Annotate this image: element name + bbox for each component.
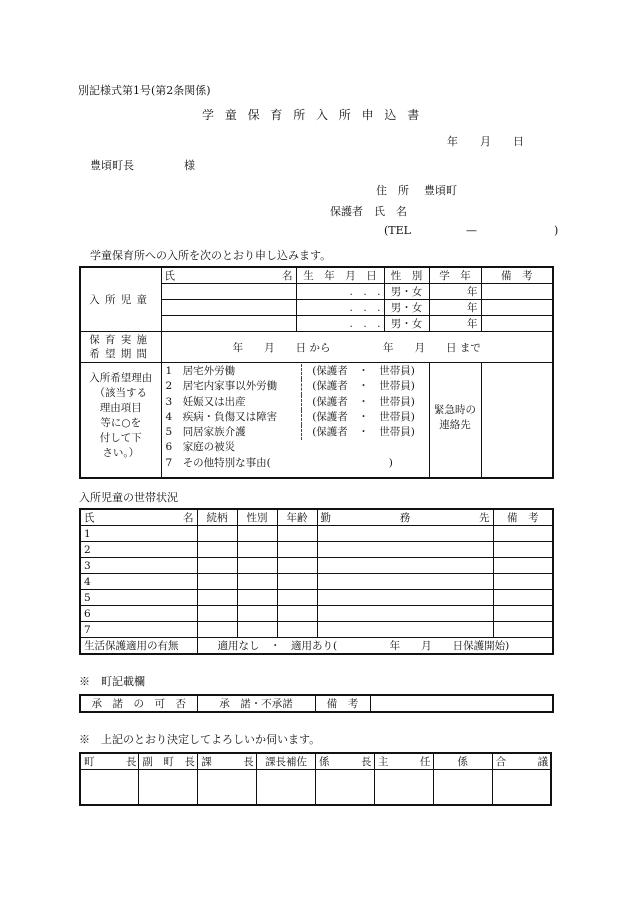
- approval-col-supervisor: 主 任: [374, 753, 433, 770]
- child-note-cell[interactable]: [481, 300, 553, 316]
- child-sex-cell[interactable]: 男・女: [384, 300, 429, 316]
- hh-cell[interactable]: [277, 574, 317, 590]
- stamp-cell[interactable]: [80, 770, 139, 806]
- hh-cell[interactable]: [493, 622, 553, 638]
- hh-cell[interactable]: [197, 606, 237, 622]
- stamp-cell[interactable]: [139, 770, 198, 806]
- reason-item[interactable]: 4 疾病・負傷又は障害 (保護者 ・ 世帯員): [166, 410, 426, 425]
- guardian-name-label[interactable]: 保護者 氏 名: [330, 205, 407, 218]
- approval-heading: ※ 上記のとおり決定してよろしいか伺います。: [79, 733, 321, 746]
- period-value[interactable]: 年 月 日 から 年 月 日 まで: [161, 332, 553, 363]
- town-table: [79, 694, 554, 713]
- household-table: [79, 508, 554, 655]
- address-label: 住 所: [376, 184, 409, 197]
- child-birth-cell[interactable]: . . .: [296, 316, 384, 332]
- stamp-cell[interactable]: [198, 770, 257, 806]
- hh-row-number[interactable]: 4: [80, 574, 197, 590]
- hh-cell[interactable]: [197, 590, 237, 606]
- approval-col-assistant-chief: 課長補佐: [257, 753, 316, 770]
- form-title: 学童保育所入所申込書: [202, 108, 431, 122]
- hh-cell[interactable]: [197, 574, 237, 590]
- hh-cell[interactable]: [237, 558, 277, 574]
- child-note-cell[interactable]: [481, 316, 553, 332]
- emergency-contact-cell[interactable]: [481, 363, 553, 479]
- child-name-cell[interactable]: [161, 316, 296, 332]
- table-row: [80, 606, 553, 622]
- hh-cell[interactable]: [277, 622, 317, 638]
- hh-cell[interactable]: [493, 526, 553, 542]
- intro-text: 学童保育所への入所を次のとおり申し込みます。: [90, 249, 332, 262]
- reason-item[interactable]: 3 妊娠又は出産 (保護者 ・ 世帯員): [166, 395, 426, 410]
- form-number: 別記様式第1号(第2条関係): [78, 84, 211, 97]
- addressee-suffix: 様: [184, 159, 195, 172]
- hh-cell[interactable]: [317, 526, 493, 542]
- hh-cell[interactable]: [277, 558, 317, 574]
- reason-list: [161, 363, 429, 479]
- child-label: 入所児童: [80, 267, 161, 332]
- approval-table: [79, 752, 552, 806]
- table-row: [80, 622, 553, 638]
- hh-cell[interactable]: [317, 542, 493, 558]
- child-birth-cell[interactable]: . . .: [296, 300, 384, 316]
- reason-item[interactable]: 1 居宅外労働 (保護者 ・ 世帯員): [166, 364, 426, 379]
- hh-col-work: 勤 務 先: [317, 509, 493, 526]
- approval-col-staff: 係: [433, 753, 492, 770]
- child-grade-cell[interactable]: 年: [429, 300, 481, 316]
- reason-item[interactable]: 7 その他特別な事由( ): [165, 456, 393, 469]
- hh-cell[interactable]: [237, 574, 277, 590]
- emergency-contact-label: 緊急時の 連絡先: [429, 363, 481, 479]
- child-sex-cell[interactable]: 男・女: [384, 284, 429, 300]
- welfare-label: 生活保護適用の有無: [80, 638, 197, 655]
- hh-row-number[interactable]: 6: [80, 606, 197, 622]
- col-grade: 学 年: [429, 267, 481, 284]
- child-grade-cell[interactable]: 年: [429, 284, 481, 300]
- table-row: [80, 574, 553, 590]
- date-line[interactable]: 年 月 日: [447, 135, 524, 148]
- stamp-cell[interactable]: [492, 770, 551, 806]
- hh-cell[interactable]: [277, 590, 317, 606]
- consent-label: 承 諾 の 可 否: [80, 695, 197, 712]
- consent-value[interactable]: 承 諾・不承諾: [197, 695, 315, 712]
- hh-col-age: 年齢: [277, 509, 317, 526]
- hh-cell[interactable]: [197, 558, 237, 574]
- tel-line[interactable]: (TEL — ): [384, 224, 559, 237]
- hh-cell[interactable]: [277, 606, 317, 622]
- application-table: [79, 266, 554, 479]
- reason-label: 入所希望理由 （該当する 理由項目 等に○を 付して下 さい。）: [80, 363, 161, 479]
- hh-cell[interactable]: [197, 542, 237, 558]
- hh-cell[interactable]: [493, 574, 553, 590]
- welfare-value[interactable]: 適用なし ・ 適用あり( 年 月 日保護開始): [197, 638, 553, 655]
- addressee: 豊頃町長: [90, 159, 134, 172]
- table-row: [80, 558, 553, 574]
- child-sex-cell[interactable]: 男・女: [384, 316, 429, 332]
- col-sex: 性 別: [384, 267, 429, 284]
- address-value[interactable]: 豊頃町: [424, 184, 457, 197]
- child-note-cell[interactable]: [481, 284, 553, 300]
- hh-cell[interactable]: [237, 542, 277, 558]
- hh-row-number[interactable]: 2: [80, 542, 197, 558]
- approval-col-unit-chief: 係 長: [316, 753, 375, 770]
- hh-cell[interactable]: [317, 558, 493, 574]
- hh-cell[interactable]: [317, 606, 493, 622]
- stamp-cell[interactable]: [316, 770, 375, 806]
- table-row: [80, 590, 553, 606]
- hh-cell[interactable]: [237, 590, 277, 606]
- hh-cell[interactable]: [197, 622, 237, 638]
- stamp-cell[interactable]: [257, 770, 316, 806]
- reason-item[interactable]: 5 同居家族介護 (保護者 ・ 世帯員): [166, 425, 426, 440]
- hh-cell[interactable]: [277, 542, 317, 558]
- hh-col-sex: 性別: [237, 509, 277, 526]
- table-row: [80, 542, 553, 558]
- child-name-cell[interactable]: [161, 300, 296, 316]
- period-label: 保育実施 希望期間: [80, 332, 161, 363]
- hh-row-number[interactable]: 1: [80, 526, 197, 542]
- hh-cell[interactable]: [277, 526, 317, 542]
- child-birth-cell[interactable]: . . .: [296, 284, 384, 300]
- col-name: 氏 名: [161, 267, 296, 284]
- hh-cell[interactable]: [197, 526, 237, 542]
- town-note-label: 備 考: [315, 695, 370, 712]
- approval-col-section-chief: 課 長: [198, 753, 257, 770]
- approval-col-deputy-mayor: 副 町 長: [139, 753, 198, 770]
- stamp-cell[interactable]: [374, 770, 433, 806]
- approval-col-consult: 合 議: [492, 753, 551, 770]
- hh-cell[interactable]: [493, 542, 553, 558]
- hh-row-number[interactable]: 7: [80, 622, 197, 638]
- hh-row-number[interactable]: 3: [80, 558, 197, 574]
- child-grade-cell[interactable]: 年: [429, 316, 481, 332]
- reason-item[interactable]: 6 家庭の被災: [165, 441, 236, 454]
- hh-cell[interactable]: [237, 622, 277, 638]
- hh-cell[interactable]: [493, 590, 553, 606]
- child-name-cell[interactable]: [161, 284, 296, 300]
- hh-cell[interactable]: [493, 558, 553, 574]
- stamp-cell[interactable]: [433, 770, 492, 806]
- town-note-cell[interactable]: [370, 695, 553, 712]
- hh-col-relation: 続柄: [197, 509, 237, 526]
- hh-cell[interactable]: [493, 606, 553, 622]
- approval-col-mayor: 町 長: [80, 753, 139, 770]
- hh-cell[interactable]: [237, 526, 277, 542]
- col-birth: 生 年 月 日: [296, 267, 384, 284]
- town-heading: ※ 町記載欄: [79, 675, 145, 688]
- hh-cell[interactable]: [237, 606, 277, 622]
- hh-col-name: 氏 名: [80, 509, 197, 526]
- hh-row-number[interactable]: 5: [80, 590, 197, 606]
- hh-cell[interactable]: [317, 574, 493, 590]
- household-heading: 入所児童の世帯状況: [79, 491, 178, 504]
- col-note: 備 考: [481, 267, 553, 284]
- hh-cell[interactable]: [317, 622, 493, 638]
- table-row: [80, 526, 553, 542]
- hh-cell[interactable]: [317, 590, 493, 606]
- hh-col-note: 備 考: [493, 509, 553, 526]
- reason-item[interactable]: 2 居宅内家事以外労働 (保護者 ・ 世帯員): [166, 379, 426, 394]
